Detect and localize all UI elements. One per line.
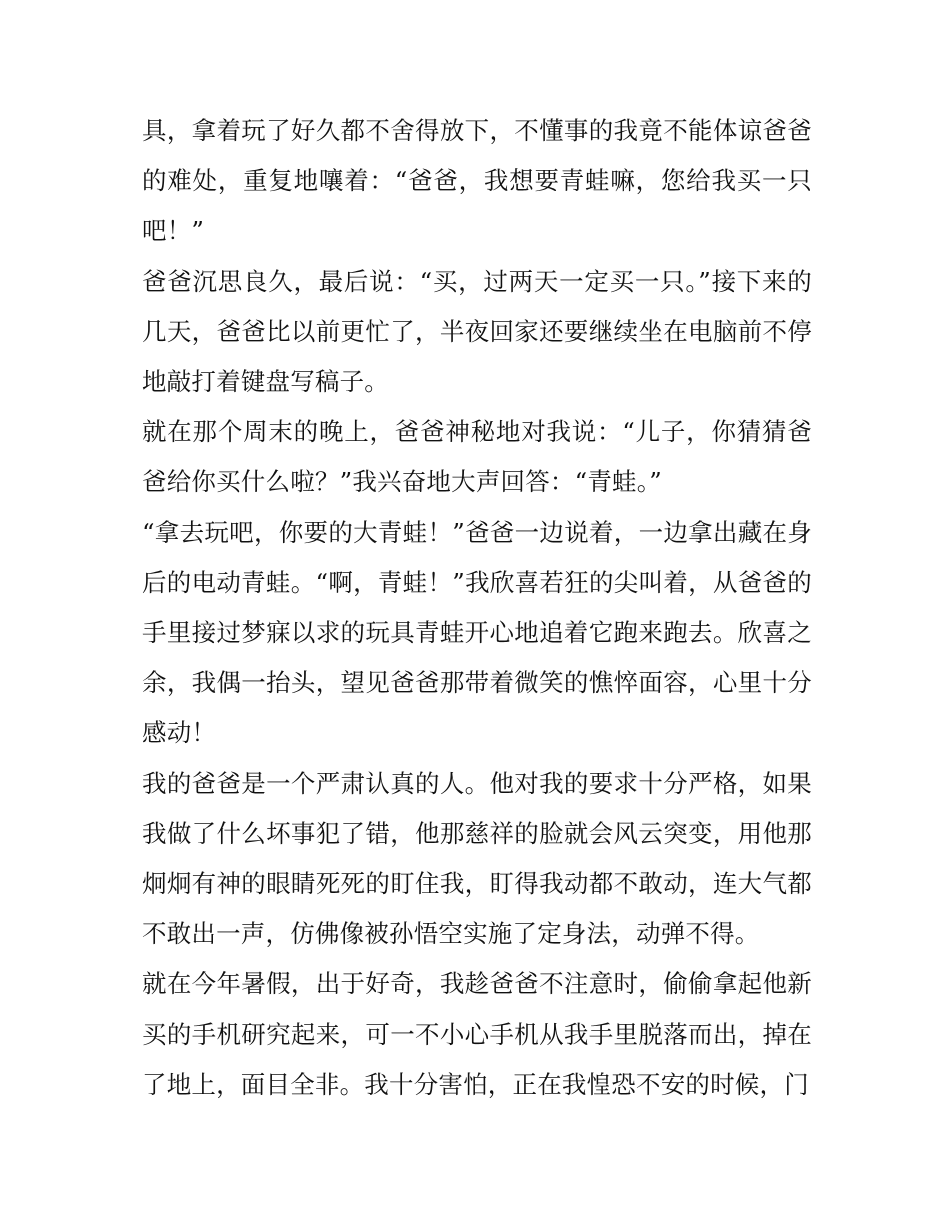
document-body: [142, 106, 812, 1110]
paragraph-5: 我的爸爸是一个严肃认真的人。他对我的要求十分严格，如果我做了什么坏事犯了错，他那慈祥的脸就会风云突变，用他那炯炯有神的眼睛死死的盯住我，盯得我动都不敢动，连大气都不敢出一声，仿佛像被孙悟空实施了定身法，动弹不得。: [142, 768, 812, 949]
paragraph-2: 爸爸沉思良久，最后说：“买，过两天一定买一只。”接下来的几天，爸爸比以前更忙了，半夜回家还要继续坐在电脑前不停地敲打着键盘写稿子。: [142, 266, 812, 397]
paragraph-1: 具，拿着玩了好久都不舍得放下，不懂事的我竟不能体谅爸爸的难处，重复地嚷着：“爸爸，我想要青蛙嘛，您给我买一只吧！”: [142, 116, 812, 246]
paragraph-6: 就在今年暑假，出于好奇，我趁爸爸不注意时，偷偷拿起他新买的手机研究起来，可一不小心手机从我手里脱落而出，掉在了地上，面目全非。我十分害怕，正在我惶恐不安的时候，门: [142, 969, 812, 1099]
paragraph-4: “拿去玩吧，你要的大青蛙！”爸爸一边说着，一边拿出藏在身后的电动青蛙。“啊，青蛙！”我欣喜若狂的尖叫着，从爸爸的手里接过梦寐以求的玩具青蛙开心地追着它跑来跑去。欣喜之余，我偶一抬头，望见爸爸那带着微笑的憔悴面容，心里十分感动！: [142, 517, 812, 748]
paragraph-3: 就在那个周末的晚上，爸爸神秘地对我说：“儿子，你猜猜爸爸给你买什么啦？”我兴奋地大声回答：“青蛙。”: [142, 417, 812, 497]
